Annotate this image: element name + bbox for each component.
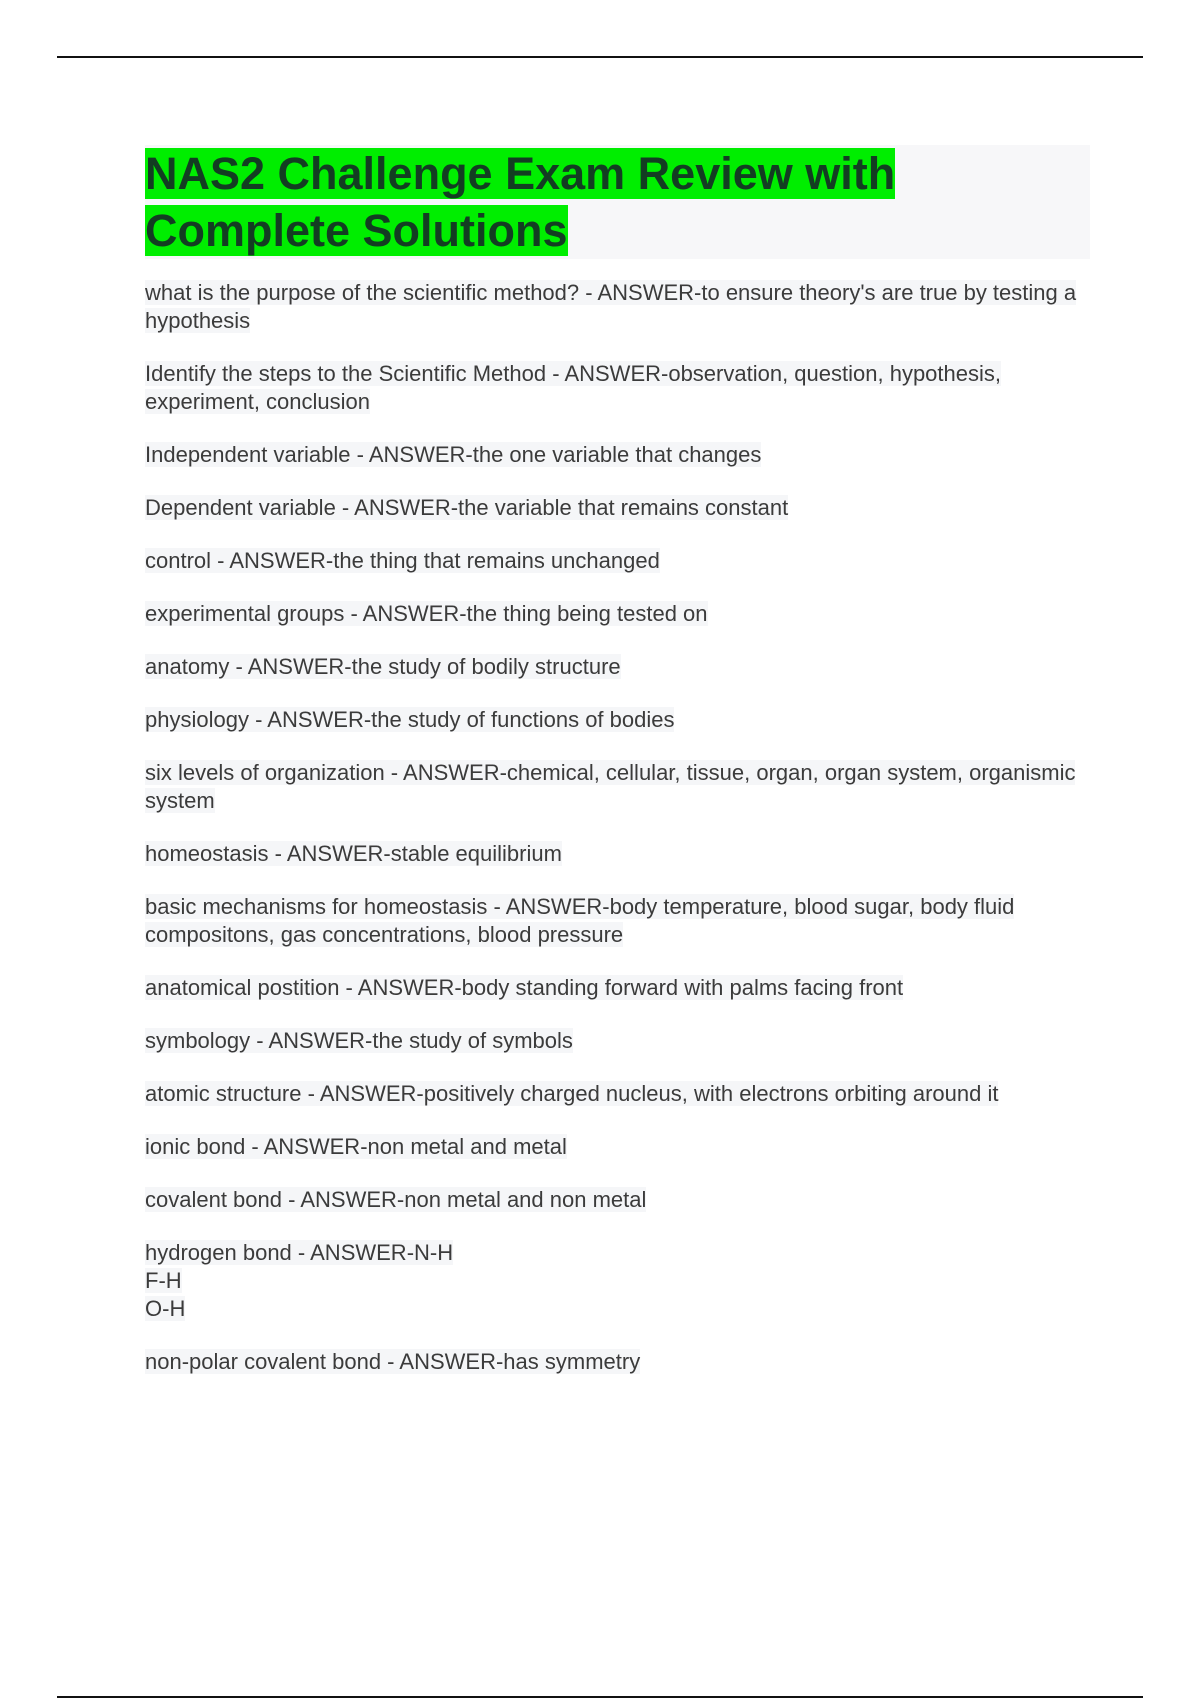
qa-text: hydrogen bond - ANSWER-N-H F-H O-H bbox=[145, 1240, 454, 1321]
qa-item bbox=[145, 1239, 1090, 1323]
qa-item bbox=[145, 600, 1090, 628]
qa-item bbox=[145, 759, 1090, 815]
qa-text: Independent variable - ANSWER-the one variable that changes bbox=[145, 442, 762, 467]
title-line-1: NAS2 Challenge Exam Review with bbox=[145, 148, 896, 199]
qa-item bbox=[145, 840, 1090, 868]
qa-text: anatomical postition - ANSWER-body standing forward with palms facing front bbox=[145, 975, 904, 1000]
qa-item bbox=[145, 1080, 1090, 1108]
title-block bbox=[145, 145, 1090, 259]
qa-item bbox=[145, 974, 1090, 1002]
qa-text: homeostasis - ANSWER-stable equilibrium bbox=[145, 841, 562, 866]
qa-text: six levels of organization - ANSWER-chemical, cellular, tissue, organ, organ system, organismic system bbox=[145, 760, 1076, 813]
qa-item bbox=[145, 360, 1090, 416]
qa-text: ionic bond - ANSWER-non metal and metal bbox=[145, 1134, 567, 1159]
bottom-divider bbox=[57, 1696, 1143, 1698]
qa-text: Identify the steps to the Scientific Method - ANSWER-observation, question, hypothesis, experiment, conclusion bbox=[145, 361, 1001, 414]
qa-text: physiology - ANSWER-the study of functions of bodies bbox=[145, 707, 675, 732]
qa-item bbox=[145, 653, 1090, 681]
document-title bbox=[145, 145, 1090, 259]
qa-text: non-polar covalent bond - ANSWER-has symmetry bbox=[145, 1349, 641, 1374]
qa-item bbox=[145, 893, 1090, 949]
qa-text: atomic structure - ANSWER-positively charged nucleus, with electrons orbiting around it bbox=[145, 1081, 999, 1106]
qa-item bbox=[145, 494, 1090, 522]
top-divider bbox=[57, 56, 1143, 58]
qa-text: what is the purpose of the scientific method? - ANSWER-to ensure theory's are true by testing a hypothesis bbox=[145, 280, 1077, 333]
qa-text: covalent bond - ANSWER-non metal and non metal bbox=[145, 1187, 647, 1212]
qa-item bbox=[145, 547, 1090, 575]
qa-text: control - ANSWER-the thing that remains unchanged bbox=[145, 548, 660, 573]
qa-item bbox=[145, 279, 1090, 335]
qa-text: basic mechanisms for homeostasis - ANSWER-body temperature, blood sugar, body fluid compositons, gas concentrations, blood pressure bbox=[145, 894, 1015, 947]
document-body bbox=[145, 145, 1090, 1401]
qa-item bbox=[145, 441, 1090, 469]
qa-text: anatomy - ANSWER-the study of bodily structure bbox=[145, 654, 621, 679]
qa-item bbox=[145, 1186, 1090, 1214]
qa-text: symbology - ANSWER-the study of symbols bbox=[145, 1028, 573, 1053]
qa-item bbox=[145, 706, 1090, 734]
qa-text: Dependent variable - ANSWER-the variable that remains constant bbox=[145, 495, 789, 520]
qa-item bbox=[145, 1027, 1090, 1055]
title-line-2: Complete Solutions bbox=[145, 205, 568, 256]
qa-item bbox=[145, 1348, 1090, 1376]
qa-text: experimental groups - ANSWER-the thing being tested on bbox=[145, 601, 708, 626]
qa-item bbox=[145, 1133, 1090, 1161]
